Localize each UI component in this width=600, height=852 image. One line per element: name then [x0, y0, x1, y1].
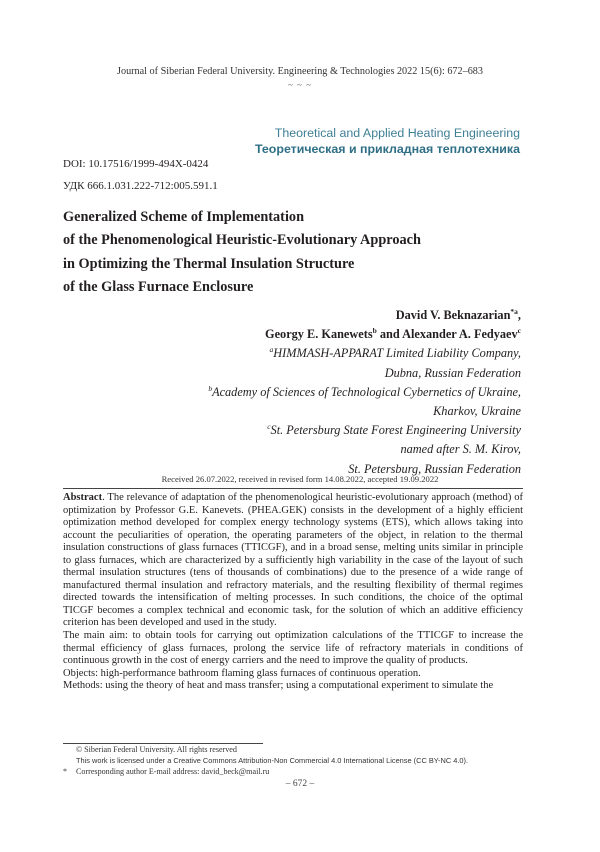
page-number: – 672 –: [285, 779, 315, 789]
authors-block: [51, 306, 521, 479]
title-line: in Optimizing the Thermal Insulation Structure: [63, 255, 355, 272]
footnote-star: *: [63, 767, 68, 776]
copyright-note: [63, 744, 533, 755]
affiliation-sup: a: [269, 345, 274, 355]
section-title-russian: Теоретическая и прикладная теплотехника: [254, 142, 520, 156]
affiliation-a: [51, 344, 521, 363]
title-line: Generalized Scheme of Implementation: [63, 209, 305, 225]
author-sup: b: [372, 326, 377, 336]
license-text: This work is licensed under a Creative Commons Attribution-Non Commercial 4.0 International License (CC BY-NC 4.0).: [76, 756, 469, 765]
article-title: [63, 206, 523, 299]
corresponding-author-note: [63, 766, 533, 777]
author-name: David V. Beknazarian: [395, 308, 511, 322]
doi: DOI: 10.17516/1999-494X-0424: [63, 158, 209, 170]
author-separator: ,: [517, 308, 521, 322]
affiliation-text: HIMMASH-APPARAT Limited Liability Company,: [273, 346, 521, 361]
affiliation-b: [51, 383, 521, 402]
title-line: of the Phenomenological Heuristic-Evolutionary Approach: [63, 232, 421, 249]
author-name: Alexander A. Fedyaev: [402, 327, 518, 342]
author-line-1: [51, 306, 521, 325]
license-note: [63, 755, 533, 766]
journal-citation: Journal of Siberian Federal University. Engineering & Technologies 2022 15(6): 672–683: [117, 66, 483, 77]
abstract-methods: Methods: using the theory of heat and mass transfer; using a computational experiment to simulate the: [63, 680, 494, 692]
affiliation-b-location: Kharkov, Ukraine: [433, 404, 521, 419]
title-line: of the Glass Furnace Enclosure: [63, 278, 254, 295]
udk-code: УДК 666.1.031.222-712:005.591.1: [63, 180, 218, 192]
affiliation-sup: c: [267, 422, 271, 432]
abstract-text: . The relevance of adaptation of the phenomenological heuristic-evolutionary approach (method) of optimization by Professor G.E. Kanevets. (PHEA.GEK) consists in the development of a highly efficient optimization method developed for complex energy technology systems (ETS), which allows taking into account the peculiarities of operation, the operating parameters of the object, in relation to the thermal insulation constructions of glass furnaces (TTICGF), and in a broad sense, melting units similar in principle to glass furnaces, which are characterized by a sufficiently high variability in the case of the layout of such thermal insulation structures (tens of thousands of combinations) due to the presence of a wide range of manufactured thermal insulation and refractory materials, and the resulting flexibility of thermal regimes directed towards the intensification of melting processes. In such conditions, the choice of the optimal TICGF becomes a complex technical and economic task, for the solution of which an additive efficiency criterion has been developed and used in the study.: [63, 492, 523, 629]
affiliation-text: Academy of Sciences of Technological Cybernetics of Ukraine,: [212, 384, 521, 399]
affiliation-sup: b: [208, 383, 213, 393]
abstract-objects: Objects: high-performance bathroom flaming glass furnaces of continuous operation.: [63, 667, 421, 679]
abstract-label: Abstract: [63, 492, 103, 503]
author-conjunction: and: [376, 327, 403, 342]
affiliation-c-name: named after S. M. Kirov,: [400, 442, 521, 457]
received-dates: Received 26.07.2022, received in revised form 14.08.2022, accepted 19.09.2022: [161, 474, 439, 484]
author-name: Georgy E. Kanewets: [265, 327, 373, 342]
header-separator: ~ ~ ~: [287, 80, 313, 90]
author-sup: c: [517, 326, 521, 336]
copyright-text: © Siberian Federal University. All rights reserved: [76, 745, 237, 754]
affiliation-text: St. Petersburg State Forest Engineering University: [270, 423, 521, 438]
section-title-english: Theoretical and Applied Heating Engineering: [274, 126, 520, 140]
abstract-divider: [63, 488, 523, 489]
affiliation-c: [51, 421, 521, 440]
author-sup: *a: [510, 306, 518, 316]
affiliation-c-location: St. Petersburg, Russian Federation: [348, 461, 521, 476]
abstract-aim: The main aim: to obtain tools for carrying out optimization calculations of the TTICGF to increase the thermal efficiency of glass furnaces, prolong the service life of refractory materials in conditions of continuous growth in the cost of energy carriers and the need to improve the quality of products.: [63, 630, 523, 667]
abstract: [63, 492, 523, 693]
affiliation-a-location: Dubna, Russian Federation: [384, 365, 521, 380]
corresponding-author-text: Corresponding author E-mail address: david_beck@mail.ru: [76, 767, 270, 776]
author-line-2: [51, 325, 521, 344]
abstract-paragraph: [63, 492, 523, 630]
